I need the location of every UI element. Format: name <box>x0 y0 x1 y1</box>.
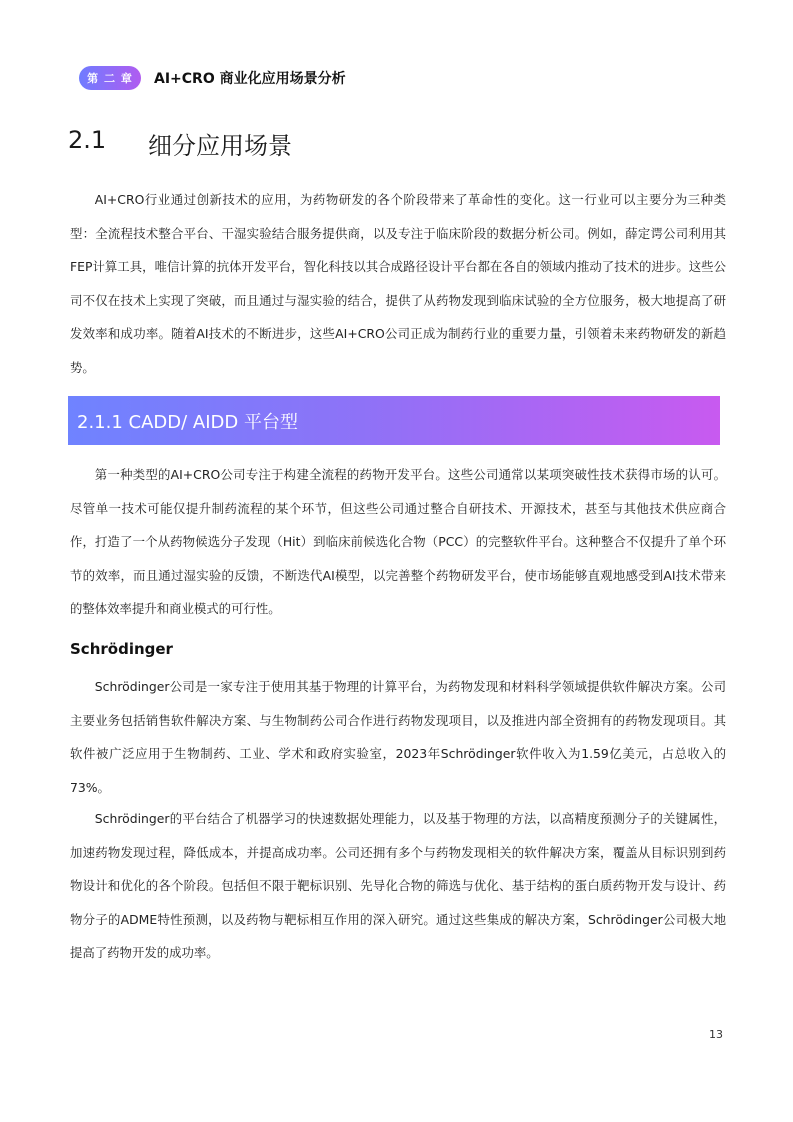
section-number: 2.1 <box>68 126 107 154</box>
chapter-badge: 第 二 章 <box>79 66 141 90</box>
subsection-banner <box>68 396 720 445</box>
chapter-header <box>79 66 346 90</box>
section-title: 细分应用场景 <box>148 132 292 160</box>
schrodinger-paragraph-1: Schrödinger公司是一家专注于使用其基于物理的计算平台，为药物发现和材料科学领域提供软件解决方案。公司主要业务包括销售软件解决方案、与生物制药公司合作进行药物发现项目，以及推进内部全资拥有的药物发现项目。其软件被广泛应用于生物制药、工业、学术和政府实验室，2023年Schrödinger软件收入为1.59亿美元，占总收入的73%。 <box>70 679 726 795</box>
page-number: 13 <box>709 1028 723 1041</box>
schrodinger-paragraph-2: Schrödinger的平台结合了机器学习的快速数据处理能力，以及基于物理的方法，以高精度预测分子的关键属性，加速药物发现过程，降低成本，并提高成功率。公司还拥有多个与药物发现相关的软件解决方案，覆盖从目标识别到药物设计和优化的各个阶段。包括但不限于靶标识别、先导化合物的筛选与优化、基于结构的蛋白质药物开发与设计、药物分子的ADME特性预测，以及药物与靶标相互作用的深入研究。通过这些集成的解决方案，Schrödinger公司极大地提高了药物开发的成功率。 <box>70 811 726 960</box>
cadd-intro-paragraph: 第一种类型的AI+CRO公司专注于构建全流程的药物开发平台。这些公司通常以某项突破性技术获得市场的认可。尽管单一技术可能仅提升制药流程的某个环节，但这些公司通过整合自研技术、开源技术，甚至与其他技术供应商合作，打造了一个从药物候选分子发现（Hit）到临床前候选化合物（PCC）的完整软件平台。这种整合不仅提升了单个环节的效率，而且通过湿实验的反馈，不断迭代AI模型，以完善整个药物研发平台，使市场能够直观地感受到AI技术带来的整体效率提升和商业模式的可行性。 <box>70 467 726 616</box>
chapter-title: AI+CRO 商业化应用场景分析 <box>154 71 346 87</box>
subsection-title: 2.1.1 CADD/ AIDD 平台型 <box>77 411 298 433</box>
intro-paragraph: AI+CRO行业通过创新技术的应用，为药物研发的各个阶段带来了革命性的变化。这一行业可以主要分为三种类型：全流程技术整合平台、干湿实验结合服务提供商，以及专注于临床阶段的数据分析公司。例如，薛定谔公司利用其FEP计算工具，唯信计算的抗体开发平台，智化科技以其合成路径设计平台都在各自的领域内推动了技术的进步。这些公司不仅在技术上实现了突破，而且通过与湿实验的结合，提供了从药物发现到临床试验的全方位服务，极大地提高了研发效率和成功率。随着AI技术的不断进步，这些AI+CRO公司正成为制药行业的重要力量，引领着未来药物研发的新趋势。 <box>70 192 726 375</box>
section-heading <box>68 126 292 161</box>
company-heading: Schrödinger <box>70 640 173 658</box>
